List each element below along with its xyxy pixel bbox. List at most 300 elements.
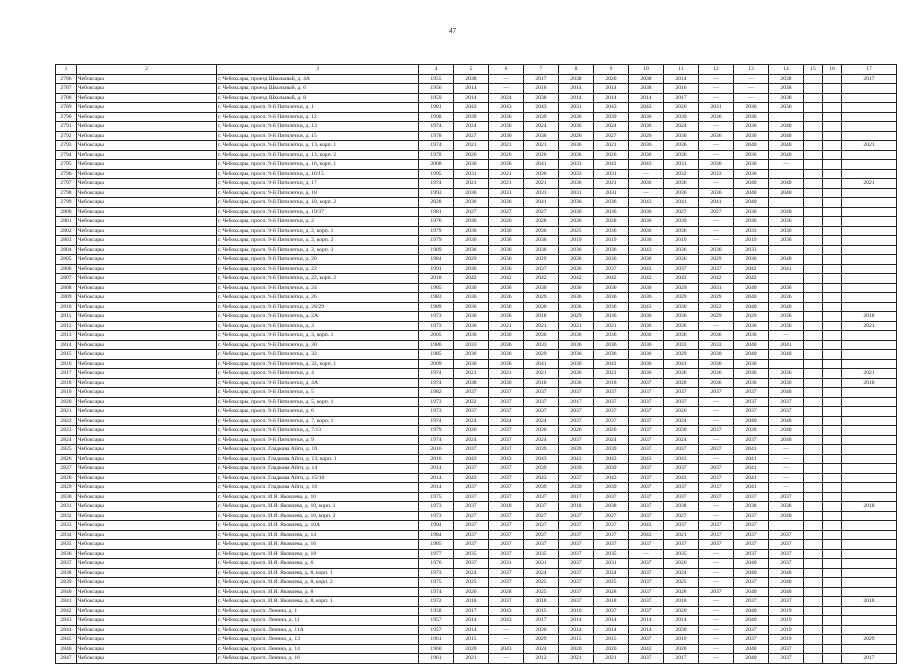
address-cell: г. Чебоксары, просп. 9-й Пятилетки, д. 32 [217, 350, 419, 360]
year-cell: 2037 [734, 388, 769, 398]
year-cell: — [699, 74, 734, 84]
address-cell: г. Чебоксары, просп. И.Я. Яковлева, д. 14 [217, 530, 419, 540]
year-cell: 2018 [559, 502, 594, 512]
year-cell: 2040 [769, 150, 804, 160]
year-cell [823, 302, 842, 312]
year-cell: 2036 [734, 369, 769, 379]
year-cell [804, 388, 823, 398]
year-cell: 2037 [769, 597, 804, 607]
year-cell: 2039 [594, 112, 629, 122]
settlement-cell: Чебоксары [77, 74, 217, 84]
year-cell: 2036 [629, 179, 664, 189]
year-cell: 2036 [489, 293, 524, 303]
year-cell: 2009 [419, 359, 454, 369]
year-cell: 2036 [524, 169, 559, 179]
year-cell: 2027 [664, 511, 699, 521]
year-cell: 2037 [559, 587, 594, 597]
year-cell: 2030 [664, 426, 699, 436]
year-cell: 2039 [664, 217, 699, 227]
year-cell: 2036 [454, 312, 489, 322]
year-cell: 2029 [664, 283, 699, 293]
year-cell: 2017 [842, 74, 897, 84]
year-cell: 2036 [489, 331, 524, 341]
address-cell: г. Чебоксары, просп. 9-й Пятилетки, д. 15 [217, 131, 419, 141]
year-cell: 2040 [734, 654, 769, 664]
year-cell [804, 217, 823, 227]
address-cell: г. Чебоксары, просп. И.Я. Яковлева, д. 10, корп. 2 [217, 511, 419, 521]
year-cell: 2036 [489, 112, 524, 122]
year-cell: 2042 [699, 274, 734, 284]
address-cell: г. Чебоксары, просп. 9-й Пятилетки, д. 13, корп. 2 [217, 150, 419, 160]
settlement-cell: Чебоксары [77, 378, 217, 388]
year-cell [823, 549, 842, 559]
year-cell [804, 321, 823, 331]
year-cell: 2036 [559, 122, 594, 132]
year-cell: 2030 [524, 625, 559, 635]
year-cell [823, 426, 842, 436]
year-cell: 2036 [629, 321, 664, 331]
year-cell: — [769, 464, 804, 474]
year-cell: 2036 [559, 217, 594, 227]
year-cell: 2042 [559, 274, 594, 284]
year-cell: 2037 [629, 388, 664, 398]
column-header: 6 [489, 65, 524, 75]
table-row [56, 378, 897, 388]
row-number-cell: 2821 [56, 407, 77, 417]
table-row [56, 435, 897, 445]
year-cell: 2037 [769, 644, 804, 654]
year-cell: — [734, 74, 769, 84]
year-cell: 1974 [419, 141, 454, 151]
address-cell: г. Чебоксары, просп. 9-й Пятилетки, д. 22 [217, 264, 419, 274]
settlement-cell: Чебоксары [77, 635, 217, 645]
row-number-cell: 2786 [56, 74, 77, 84]
year-cell: 2029 [734, 312, 769, 322]
year-cell: 2033 [699, 169, 734, 179]
year-cell: 2041 [769, 340, 804, 350]
year-cell: 2035 [454, 549, 489, 559]
year-cell: 2040 [734, 587, 769, 597]
year-cell: 2036 [454, 331, 489, 341]
year-cell [842, 331, 897, 341]
year-cell: 2014 [454, 93, 489, 103]
year-cell: 2038 [769, 74, 804, 84]
address-cell: г. Чебоксары, просп. И.Я. Яковлева, д. 10А [217, 521, 419, 531]
year-cell [804, 578, 823, 588]
year-cell: 2037 [664, 445, 699, 455]
year-cell: 2019 [594, 236, 629, 246]
year-cell: 2027 [699, 207, 734, 217]
address-cell: г. Чебоксары, просп. 9-й Пятилетки, д. 13, корп. 1 [217, 141, 419, 151]
year-cell: 2039 [524, 445, 559, 455]
year-cell: 2040 [769, 587, 804, 597]
year-cell [823, 416, 842, 426]
year-cell: 1961 [419, 635, 454, 645]
year-cell [804, 502, 823, 512]
address-cell: г. Чебоксары, просп. И.Я. Яковлева, д. 18 [217, 549, 419, 559]
year-cell: 1985 [419, 350, 454, 360]
year-cell: 2036 [699, 245, 734, 255]
settlement-cell: Чебоксары [77, 331, 217, 341]
year-cell [804, 616, 823, 626]
year-cell: 2036 [664, 188, 699, 198]
table-row [56, 245, 897, 255]
year-cell: 2036 [559, 264, 594, 274]
year-cell [804, 283, 823, 293]
year-cell: 2019 [734, 236, 769, 246]
row-number-cell: 2827 [56, 464, 77, 474]
row-number-cell: 2803 [56, 236, 77, 246]
year-cell: 2031 [664, 160, 699, 170]
settlement-cell: Чебоксары [77, 131, 217, 141]
row-number-cell: 2847 [56, 654, 77, 664]
year-cell: 2037 [559, 559, 594, 569]
housing-register-table [55, 64, 897, 664]
year-cell: 2036 [489, 312, 524, 322]
year-cell: 2037 [559, 416, 594, 426]
year-cell: 1985 [419, 283, 454, 293]
year-cell: 2036 [734, 207, 769, 217]
year-cell [804, 350, 823, 360]
year-cell: 2037 [489, 549, 524, 559]
year-cell: 2036 [594, 350, 629, 360]
year-cell: 2036 [629, 340, 664, 350]
year-cell: — [699, 407, 734, 417]
year-cell: 2040 [734, 644, 769, 654]
year-cell: — [489, 84, 524, 94]
year-cell: 2037 [734, 635, 769, 645]
table-row [56, 530, 897, 540]
year-cell: 2038 [769, 502, 804, 512]
row-number-cell: 2832 [56, 511, 77, 521]
year-cell [823, 198, 842, 208]
row-number-cell: 2800 [56, 207, 77, 217]
year-cell: 2036 [454, 198, 489, 208]
year-cell: 2036 [489, 264, 524, 274]
settlement-cell: Чебоксары [77, 606, 217, 616]
year-cell [842, 464, 897, 474]
year-cell: 2036 [664, 245, 699, 255]
year-cell: 2037 [489, 445, 524, 455]
year-cell: 2037 [524, 397, 559, 407]
year-cell: 2019 [769, 616, 804, 626]
year-cell [804, 369, 823, 379]
table-row [56, 350, 897, 360]
table-row [56, 340, 897, 350]
row-number-cell: 2806 [56, 264, 77, 274]
year-cell: 1961 [419, 654, 454, 664]
year-cell: 2037 [629, 426, 664, 436]
year-cell [842, 578, 897, 588]
year-cell: 2014 [594, 84, 629, 94]
year-cell: — [699, 236, 734, 246]
column-header: 14 [769, 65, 804, 75]
address-cell: г. Чебоксары, просп. 9-й Пятилетки, д. 2, корп. 2 [217, 236, 419, 246]
year-cell: 2020 [594, 644, 629, 654]
address-cell: г. Чебоксары, просп. Ленина, д. 11 [217, 616, 419, 626]
year-cell: 2037 [489, 473, 524, 483]
year-cell: 2036 [664, 150, 699, 160]
year-cell: 2016 [419, 454, 454, 464]
year-cell: 2033 [524, 340, 559, 350]
year-cell [823, 435, 842, 445]
year-cell: 2031 [594, 169, 629, 179]
year-cell [804, 150, 823, 160]
row-number-cell: 2817 [56, 369, 77, 379]
year-cell [804, 407, 823, 417]
table-row [56, 236, 897, 246]
row-number-cell: 2788 [56, 93, 77, 103]
year-cell: 2037 [594, 521, 629, 531]
year-cell: 2043 [524, 103, 559, 113]
row-number-cell: 2840 [56, 587, 77, 597]
settlement-cell: Чебоксары [77, 644, 217, 654]
year-cell: 2031 [489, 188, 524, 198]
year-cell: 2019 [559, 236, 594, 246]
year-cell: 2040 [769, 302, 804, 312]
year-cell [769, 169, 804, 179]
year-cell: 2036 [629, 255, 664, 265]
year-cell: 2037 [489, 483, 524, 493]
year-cell: 2037 [559, 568, 594, 578]
year-cell [842, 521, 897, 531]
year-cell: 2037 [559, 435, 594, 445]
year-cell: 2036 [454, 245, 489, 255]
year-cell: 2037 [664, 540, 699, 550]
year-cell: 2029 [664, 293, 699, 303]
year-cell [842, 454, 897, 464]
year-cell: 2026 [664, 103, 699, 113]
year-cell: 2028 [664, 378, 699, 388]
year-cell: 2014 [629, 93, 664, 103]
year-cell [842, 426, 897, 436]
year-cell [804, 226, 823, 236]
year-cell [823, 179, 842, 189]
year-cell: 1978 [419, 131, 454, 141]
year-cell: 2036 [454, 283, 489, 293]
year-cell [823, 644, 842, 654]
year-cell: 2036 [769, 236, 804, 246]
year-cell: 2036 [699, 188, 734, 198]
year-cell: 2038 [629, 74, 664, 84]
year-cell: — [489, 625, 524, 635]
year-cell: 2036 [489, 359, 524, 369]
settlement-cell: Чебоксары [77, 93, 217, 103]
row-number-cell: 2828 [56, 473, 77, 483]
settlement-cell: Чебоксары [77, 416, 217, 426]
year-cell: 2039 [559, 445, 594, 455]
year-cell: — [699, 616, 734, 626]
row-number-cell: 2823 [56, 426, 77, 436]
year-cell: 2041 [524, 160, 559, 170]
settlement-cell: Чебоксары [77, 236, 217, 246]
year-cell: 2040 [734, 302, 769, 312]
year-cell: 2036 [629, 283, 664, 293]
year-cell: 2025 [454, 578, 489, 588]
year-cell: 2036 [629, 122, 664, 132]
year-cell: 2036 [559, 255, 594, 265]
year-cell: 2017 [524, 616, 559, 626]
year-cell [842, 473, 897, 483]
year-cell: 1974 [419, 122, 454, 132]
year-cell [823, 587, 842, 597]
year-cell: 2037 [734, 530, 769, 540]
year-cell: — [699, 549, 734, 559]
year-cell: 2038 [524, 93, 559, 103]
year-cell [842, 606, 897, 616]
row-number-cell: 2816 [56, 359, 77, 369]
year-cell [804, 397, 823, 407]
year-cell: 2040 [734, 568, 769, 578]
year-cell [804, 302, 823, 312]
year-cell: 1973 [419, 568, 454, 578]
table-row [56, 264, 897, 274]
year-cell: 2024 [664, 568, 699, 578]
year-cell: 2037 [594, 407, 629, 417]
year-cell: 2041 [699, 198, 734, 208]
year-cell [842, 397, 897, 407]
year-cell: — [699, 179, 734, 189]
year-cell: 1982 [419, 388, 454, 398]
year-cell: 2012 [524, 654, 559, 664]
column-header: 17 [842, 65, 897, 75]
year-cell: 2037 [699, 483, 734, 493]
year-cell: 2037 [629, 511, 664, 521]
year-cell: 2036 [489, 226, 524, 236]
address-cell: г. Чебоксары, проезд Школьный, д. 6 [217, 84, 419, 94]
year-cell: 2014 [419, 483, 454, 493]
year-cell: 2036 [559, 198, 594, 208]
table-row [56, 198, 897, 208]
year-cell: 2037 [524, 388, 559, 398]
year-cell: 2033 [559, 160, 594, 170]
year-cell: 2021 [489, 369, 524, 379]
table-row [56, 597, 897, 607]
year-cell: 2038 [454, 378, 489, 388]
year-cell: 1974 [419, 435, 454, 445]
year-cell: 2036 [594, 302, 629, 312]
year-cell: 2037 [769, 530, 804, 540]
table-row [56, 84, 897, 94]
year-cell: — [699, 84, 734, 94]
year-cell: 2024 [664, 435, 699, 445]
year-cell: 2036 [664, 331, 699, 341]
row-number-cell: 2807 [56, 274, 77, 284]
year-cell: 2037 [524, 502, 559, 512]
year-cell: 2037 [629, 559, 664, 569]
year-cell: 2039 [594, 464, 629, 474]
year-cell [842, 530, 897, 540]
year-cell: 2037 [699, 473, 734, 483]
year-cell: 2031 [699, 103, 734, 113]
settlement-cell: Чебоксары [77, 293, 217, 303]
year-cell: 2036 [699, 378, 734, 388]
year-cell: 2036 [734, 331, 769, 341]
year-cell: 2036 [664, 255, 699, 265]
table-row [56, 112, 897, 122]
row-number-cell: 2837 [56, 559, 77, 569]
column-header: 9 [594, 65, 629, 75]
year-cell: 2041 [594, 160, 629, 170]
year-cell: 1972 [419, 597, 454, 607]
year-cell [823, 84, 842, 94]
table-row [56, 397, 897, 407]
year-cell: 2036 [559, 302, 594, 312]
table-row [56, 473, 897, 483]
year-cell [804, 103, 823, 113]
year-cell: 2036 [559, 369, 594, 379]
year-cell: 1994 [419, 521, 454, 531]
row-number-cell: 2799 [56, 198, 77, 208]
year-cell: 2041 [594, 359, 629, 369]
year-cell: 2041 [664, 359, 699, 369]
year-cell [804, 331, 823, 341]
year-cell: 2021 [489, 169, 524, 179]
year-cell: 2037 [699, 492, 734, 502]
year-cell [842, 407, 897, 417]
year-cell: 2014 [594, 616, 629, 626]
year-cell: 2037 [489, 530, 524, 540]
year-cell: 2037 [559, 530, 594, 540]
year-cell: 1979 [419, 426, 454, 436]
year-cell [804, 559, 823, 569]
address-cell: г. Чебоксары, просп. Гладкова Айги, д. 15/10 [217, 473, 419, 483]
year-cell: 2021 [842, 321, 897, 331]
year-cell: 1989 [419, 302, 454, 312]
year-cell: 2036 [559, 378, 594, 388]
address-cell: г. Чебоксары, просп. 9-й Пятилетки, д. 5 [217, 388, 419, 398]
year-cell [823, 141, 842, 151]
address-cell: г. Чебоксары, просп. Ленина, д. 16 [217, 654, 419, 664]
year-cell: 1955 [419, 74, 454, 84]
table-row [56, 369, 897, 379]
year-cell: 2037 [594, 606, 629, 616]
year-cell [804, 141, 823, 151]
address-cell: г. Чебоксары, просп. Гладкова Айги, д. 13, корп. 1 [217, 454, 419, 464]
year-cell: 2029 [524, 293, 559, 303]
column-number-row [56, 65, 897, 75]
year-cell: 2040 [734, 559, 769, 569]
year-cell: 2037 [524, 407, 559, 417]
year-cell [842, 388, 897, 398]
address-cell: г. Чебоксары, просп. 9-й Пятилетки, д. 19/37 [217, 207, 419, 217]
year-cell: 2021 [594, 369, 629, 379]
address-cell: г. Чебоксары, просп. И.Я. Яковлева, д. 6 [217, 559, 419, 569]
address-cell: г. Чебоксары, просп. Гладкова Айги, д. 16 [217, 483, 419, 493]
year-cell: 2028 [734, 426, 769, 436]
year-cell: 2037 [454, 464, 489, 474]
year-cell: 2037 [559, 549, 594, 559]
year-cell: 2042 [594, 274, 629, 284]
year-cell: — [734, 84, 769, 94]
year-cell: 2024 [664, 122, 699, 132]
address-cell: г. Чебоксары, просп. И.Я. Яковлева, д. 8, корп. 1 [217, 568, 419, 578]
year-cell: 2037 [594, 397, 629, 407]
year-cell [804, 122, 823, 132]
year-cell: 2037 [699, 445, 734, 455]
year-cell: 2036 [629, 331, 664, 341]
year-cell [804, 245, 823, 255]
year-cell: 2037 [489, 492, 524, 502]
year-cell: 2036 [629, 236, 664, 246]
year-cell: 2035 [594, 549, 629, 559]
settlement-cell: Чебоксары [77, 264, 217, 274]
year-cell: 2037 [664, 492, 699, 502]
year-cell [769, 521, 804, 531]
year-cell [804, 587, 823, 597]
year-cell: 2026 [664, 606, 699, 616]
year-cell: 2036 [524, 131, 559, 141]
